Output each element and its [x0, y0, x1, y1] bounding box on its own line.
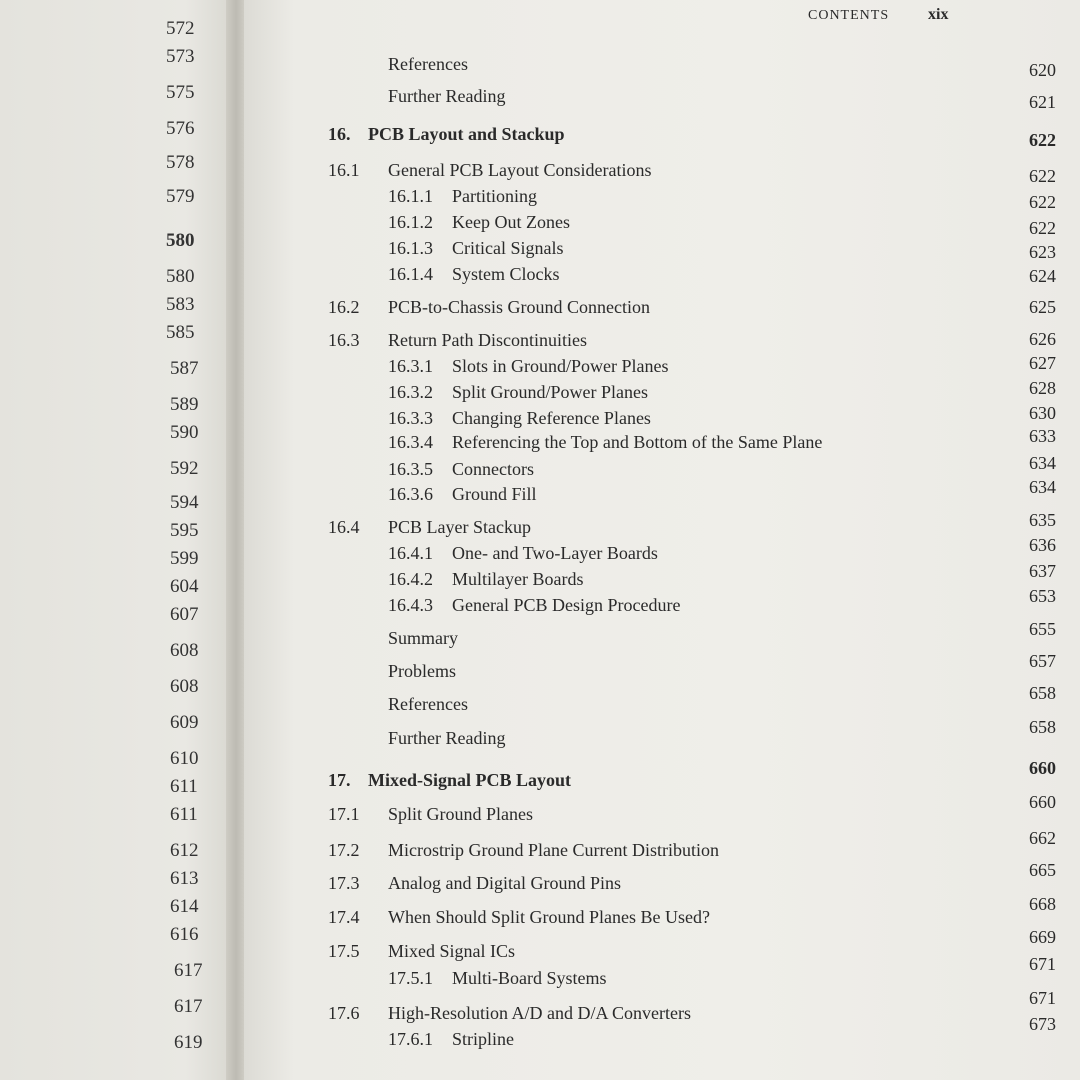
- left-page-number: 572: [166, 18, 195, 39]
- left-page-number: 617: [174, 960, 203, 981]
- left-page-number: 592: [170, 458, 199, 479]
- toc-entry-sub: [244, 619, 1080, 654]
- toc-entry-title: Summary: [388, 628, 458, 648]
- toc-entry-subsection: [244, 403, 1080, 434]
- toc-entry-page: 658: [1029, 717, 1056, 737]
- toc-entry-title: Stripline: [452, 1029, 514, 1049]
- left-page-number: 599: [170, 548, 199, 569]
- toc-entry-number: 17.2: [328, 840, 360, 860]
- toc-entry-page: 635: [1029, 510, 1056, 530]
- left-page-number: 611: [170, 776, 198, 797]
- toc-entry-title: Problems: [388, 661, 457, 681]
- left-page-number: 608: [170, 676, 199, 697]
- toc-entry-number: 16.1.1: [388, 186, 433, 206]
- toc-entry-title: PCB Layer Stackup: [388, 517, 531, 537]
- toc-entry-title: Ground Fill: [452, 484, 537, 504]
- toc-entry-page: 628: [1029, 378, 1056, 398]
- toc-entry-number: 16.1: [328, 160, 360, 180]
- toc-entry-number: 17.6.1: [388, 1029, 433, 1049]
- toc-entry-section: [244, 297, 1080, 323]
- toc-entry-title: PCB-to-Chassis Ground Connection: [388, 297, 651, 317]
- toc-entry-title: Referencing the Top and Bottom of the Same Plane: [452, 432, 823, 452]
- toc-entry-subsection: [244, 212, 1080, 238]
- left-page-number: 589: [170, 394, 199, 415]
- left-page-number: 610: [170, 748, 199, 769]
- left-page-number: 594: [170, 492, 199, 513]
- toc-entry-title: Further Reading: [388, 86, 506, 106]
- toc-entry-number: 17.1: [328, 804, 360, 824]
- toc-entry-subsection: [244, 378, 1080, 408]
- toc-entry-page: 657: [1029, 651, 1056, 671]
- toc-entry-title: References: [388, 694, 468, 714]
- toc-entry-page: 662: [1029, 828, 1056, 848]
- left-page-number: 576: [166, 118, 195, 139]
- toc-entry-title: Mixed Signal ICs: [388, 941, 516, 961]
- toc-entry-page: 633: [1029, 426, 1056, 446]
- toc-entry-sub: [244, 54, 1080, 80]
- toc-entry-number: 17.6: [328, 1003, 360, 1023]
- toc-entry-title: Critical Signals: [452, 238, 564, 258]
- toc-entry-title: Split Ground Planes: [388, 804, 534, 824]
- toc-entry-page: 626: [1029, 329, 1056, 349]
- toc-entry-subsection: [244, 353, 1080, 382]
- toc-entry-section: [244, 792, 1080, 830]
- running-header-page-number: xix: [928, 6, 949, 23]
- toc-entry-section: [244, 510, 1080, 543]
- left-page-number: 619: [174, 1032, 203, 1053]
- toc-entry-number: 16.3: [328, 330, 360, 350]
- toc-entry-title: When Should Split Ground Planes Be Used?: [388, 907, 710, 927]
- toc-entry-number: 16.1.4: [388, 264, 433, 284]
- toc-entry-subsection: [244, 586, 1080, 621]
- toc-entry-title: Further Reading: [388, 728, 506, 748]
- toc-entry-title: General PCB Design Procedure: [452, 595, 681, 615]
- toc-entry-title: Multi-Board Systems: [452, 968, 607, 988]
- toc-entry-chapter: [244, 758, 1080, 796]
- left-page: [0, 0, 232, 1080]
- left-page-number: 578: [166, 152, 195, 173]
- left-page-number: 580: [166, 230, 195, 251]
- toc-entry-number: 16.: [328, 124, 351, 144]
- toc-entry-subsection: [244, 535, 1080, 569]
- toc-entry-page: 623: [1029, 242, 1056, 262]
- toc-entry-number: 16.3.5: [388, 459, 433, 479]
- toc-entry-title: Connectors: [452, 459, 534, 479]
- left-page-number: 614: [170, 896, 199, 917]
- toc-entry-number: 17.: [328, 770, 351, 790]
- left-page-number: 595: [170, 520, 199, 541]
- left-page-number: 590: [170, 422, 199, 443]
- toc-entry-sub: [244, 86, 1080, 112]
- toc-entry-subsection: [244, 1014, 1080, 1055]
- toc-entry-title: One- and Two-Layer Boards: [452, 543, 658, 563]
- toc-entry-number: 16.1.3: [388, 238, 433, 258]
- toc-entry-number: 16.3.2: [388, 382, 433, 402]
- toc-entry-page: 668: [1029, 894, 1056, 914]
- left-page-number: 573: [166, 46, 195, 67]
- toc-entry-title: General PCB Layout Considerations: [388, 160, 652, 180]
- left-page-number: 612: [170, 840, 199, 861]
- toc-entry-subsection: [244, 264, 1080, 290]
- left-page-number: 607: [170, 604, 199, 625]
- left-page-number: 616: [170, 924, 199, 945]
- toc-entry-title: System Clocks: [452, 264, 560, 284]
- toc-entry-page: 634: [1029, 453, 1056, 473]
- toc-entry-number: 16.4.3: [388, 595, 433, 615]
- toc-entry-page: 655: [1029, 619, 1056, 639]
- toc-entry-section: [244, 860, 1080, 899]
- toc-entry-number: 16.3.4: [388, 432, 433, 452]
- toc-entry-section: [244, 828, 1080, 866]
- toc-entry-subsection: [244, 238, 1080, 264]
- toc-entry-subsection: [244, 186, 1080, 212]
- left-page-number: 580: [166, 266, 195, 287]
- toc-entry-title: High-Resolution A/D and D/A Converters: [388, 1003, 691, 1023]
- toc-entry-subsection: [244, 453, 1080, 485]
- toc-entry-title: Partitioning: [452, 186, 537, 206]
- left-page-number: 611: [170, 804, 198, 825]
- toc-entry-number: 16.3.6: [388, 484, 433, 504]
- toc-entry-chapter: [244, 124, 1080, 150]
- toc-entry-title: Return Path Discontinuities: [388, 330, 587, 350]
- toc-entry-number: 16.3.3: [388, 408, 433, 428]
- toc-entry-page: 671: [1029, 954, 1056, 974]
- toc-entry-page: 653: [1029, 586, 1056, 606]
- toc-entry-page: 625: [1029, 297, 1056, 317]
- toc-entry-page: 622: [1029, 192, 1056, 212]
- toc-entry-sub: [244, 683, 1080, 720]
- toc-entry-number: 17.5: [328, 941, 360, 961]
- toc-entry-page: 660: [1029, 792, 1056, 812]
- toc-entry-subsection: [244, 426, 1080, 458]
- toc-entry-subsection: [244, 561, 1080, 595]
- toc-entry-page: 658: [1029, 683, 1056, 703]
- toc-entry-title: Microstrip Ground Plane Current Distribution: [388, 840, 719, 860]
- toc-entry-subsection: [244, 477, 1080, 510]
- toc-entry-section: [244, 160, 1080, 186]
- running-header-section: CONTENTS: [808, 8, 890, 23]
- toc-entry-sub: [244, 717, 1080, 754]
- toc-entry-section: [244, 894, 1080, 933]
- toc-entry-title: Mixed-Signal PCB Layout: [368, 770, 572, 790]
- toc-entry-page: 669: [1029, 927, 1056, 947]
- left-page-number: 585: [166, 322, 195, 343]
- toc-entry-page: 671: [1029, 988, 1056, 1008]
- toc-entry-section: [244, 988, 1080, 1029]
- left-page-number: 575: [166, 82, 195, 103]
- toc-entry-page: 621: [1029, 92, 1056, 112]
- toc-entry-subsection: [244, 954, 1080, 994]
- toc-entry-title: PCB Layout and Stackup: [368, 124, 565, 144]
- left-page-number: 604: [170, 576, 199, 597]
- toc-entry-title: Multilayer Boards: [452, 569, 584, 589]
- toc-entry-number: 16.1.2: [388, 212, 433, 232]
- toc-entry-number: 17.3: [328, 873, 360, 893]
- toc-entry-page: 634: [1029, 477, 1056, 497]
- toc-entry-title: Analog and Digital Ground Pins: [388, 873, 621, 893]
- left-page-number: 609: [170, 712, 199, 733]
- toc-entry-title: References: [388, 54, 468, 74]
- toc-entry-section: [244, 330, 1080, 356]
- toc-entry-title: Keep Out Zones: [452, 212, 570, 232]
- left-page-number: 587: [170, 358, 199, 379]
- toc-entry-number: 16.2: [328, 297, 360, 317]
- toc-entry-page: 622: [1029, 166, 1056, 186]
- left-page-number: 613: [170, 868, 199, 889]
- toc-entry-number: 16.4: [328, 517, 360, 537]
- toc-entry-number: 16.4.1: [388, 543, 433, 563]
- toc-entry-page: 660: [1029, 758, 1056, 778]
- toc-entry-page: 636: [1029, 535, 1056, 555]
- toc-entry-number: 17.4: [328, 907, 360, 927]
- toc-entry-page: 622: [1029, 218, 1056, 238]
- toc-entry-page: 630: [1029, 403, 1056, 423]
- toc-entry-number: 17.5.1: [388, 968, 433, 988]
- toc-entry-page: 673: [1029, 1014, 1056, 1034]
- toc-entry-page: 624: [1029, 266, 1056, 286]
- left-page-number: 579: [166, 186, 195, 207]
- toc-entry-page: 620: [1029, 60, 1056, 80]
- toc-entry-section: [244, 927, 1080, 967]
- toc-entry-page: 637: [1029, 561, 1056, 581]
- toc-entry-title: Split Ground/Power Planes: [452, 382, 648, 402]
- toc-entry-page: 627: [1029, 353, 1056, 373]
- right-page: [244, 0, 1080, 1080]
- toc-entry-title: Changing Reference Planes: [452, 408, 651, 428]
- left-page-number: 583: [166, 294, 195, 315]
- left-page-number: 608: [170, 640, 199, 661]
- toc-entry-sub: [244, 651, 1080, 687]
- toc-entry-page: 622: [1029, 130, 1056, 150]
- toc-entry-title: Slots in Ground/Power Planes: [452, 356, 669, 376]
- left-page-number: 617: [174, 996, 203, 1017]
- toc-entry-number: 16.3.1: [388, 356, 433, 376]
- toc-entry-number: 16.4.2: [388, 569, 433, 589]
- toc-entry-page: 665: [1029, 860, 1056, 880]
